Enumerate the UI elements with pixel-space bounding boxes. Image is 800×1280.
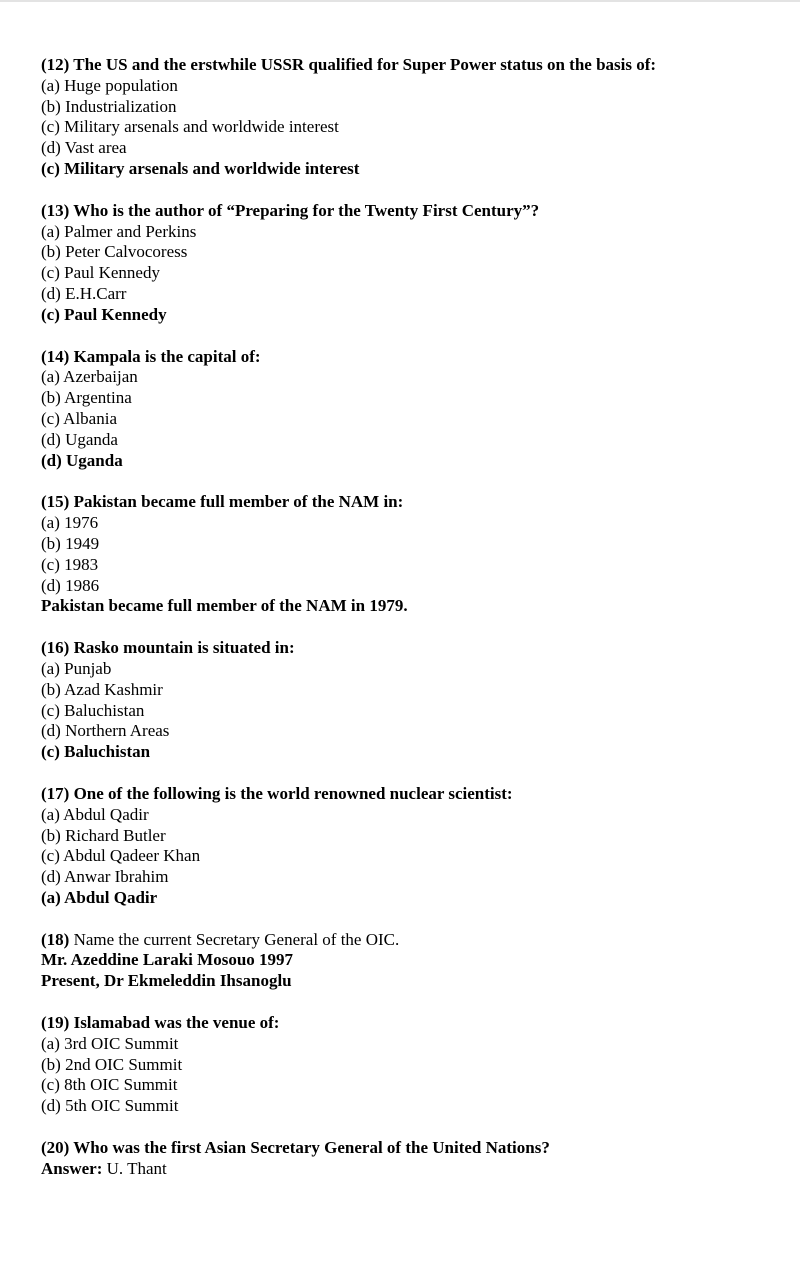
option-d: (d) Vast area: [41, 138, 127, 158]
question-block-19: [41, 1013, 781, 1117]
answer-text: Pakistan became full member of the NAM in 1979.: [41, 596, 408, 616]
question-text: (19) Islamabad was the venue of:: [41, 1013, 280, 1033]
answer-text: (c) Paul Kennedy: [41, 304, 167, 324]
option-b: (b) Industrialization: [41, 96, 177, 116]
question-block-12: [41, 55, 781, 180]
option-c: (c) 1983: [41, 554, 99, 574]
question-text: (17) One of the following is the world renowned nuclear scientist:: [41, 783, 513, 803]
option-a: (a) Huge population: [41, 75, 178, 95]
question-text: [41, 930, 781, 951]
option-a: (a) Azerbaijan: [41, 367, 138, 387]
question-block-20: [41, 1138, 781, 1180]
option-a: (a) Punjab: [41, 658, 112, 678]
option-a: (a) Abdul Qadir: [41, 804, 149, 824]
answer-text: (c) Military arsenals and worldwide interest: [41, 158, 360, 178]
question-block-15: [41, 492, 781, 617]
option-d: (d) 1986: [41, 575, 100, 595]
option-b: (b) Argentina: [41, 388, 132, 408]
option-c: (c) 8th OIC Summit: [41, 1075, 178, 1095]
option-b: (b) Richard Butler: [41, 825, 166, 845]
option-d: (d) Uganda: [41, 429, 118, 449]
option-d: (d) Northern Areas: [41, 721, 170, 741]
question-text: (20) Who was the first Asian Secretary General of the United Nations?: [41, 1138, 550, 1158]
answer-text: [41, 1159, 781, 1180]
option-d: (d) Anwar Ibrahim: [41, 867, 169, 887]
answer-value: U. Thant: [102, 1158, 167, 1178]
question-block-17: [41, 784, 781, 909]
option-c: (c) Abdul Qadeer Khan: [41, 846, 201, 866]
question-text: (15) Pakistan became full member of the NAM in:: [41, 492, 404, 512]
question-text: (16) Rasko mountain is situated in:: [41, 638, 295, 658]
option-b: (b) Azad Kashmir: [41, 679, 163, 699]
question-text: (13) Who is the author of “Preparing for the Twenty First Century”?: [41, 200, 540, 220]
question-number: (18): [41, 929, 70, 949]
option-a: (a) 3rd OIC Summit: [41, 1033, 179, 1053]
answer-text: (c) Baluchistan: [41, 742, 151, 762]
option-c: (c) Albania: [41, 408, 117, 428]
question-body: Name the current Secretary General of the OIC.: [69, 929, 400, 949]
option-b: (b) 2nd OIC Summit: [41, 1054, 183, 1074]
answer-label: Answer:: [41, 1158, 103, 1178]
option-a: (a) 1976: [41, 513, 99, 533]
option-a: (a) Palmer and Perkins: [41, 221, 197, 241]
document-page: [41, 55, 781, 1201]
question-block-18: [41, 930, 781, 992]
question-block-14: [41, 347, 781, 472]
option-c: (c) Paul Kennedy: [41, 263, 160, 283]
option-b: (b) 1949: [41, 533, 100, 553]
option-c: (c) Military arsenals and worldwide interest: [41, 117, 339, 137]
question-block-13: [41, 201, 781, 326]
option-c: (c) Baluchistan: [41, 700, 145, 720]
option-d: (d) 5th OIC Summit: [41, 1096, 179, 1116]
option-d: (d) E.H.Carr: [41, 283, 127, 303]
question-text: (12) The US and the erstwhile USSR qualified for Super Power status on the basis of:: [41, 55, 657, 74]
option-b: (b) Peter Calvocoress: [41, 242, 188, 262]
answer-line-2: Present, Dr Ekmeleddin Ihsanoglu: [41, 971, 292, 991]
answer-line-1: Mr. Azeddine Laraki Mosouo 1997: [41, 950, 294, 970]
answer-text: (d) Uganda: [41, 450, 123, 470]
answer-text: (a) Abdul Qadir: [41, 887, 158, 907]
question-block-16: [41, 638, 781, 763]
question-text: (14) Kampala is the capital of:: [41, 346, 261, 366]
top-divider: [0, 0, 800, 2]
